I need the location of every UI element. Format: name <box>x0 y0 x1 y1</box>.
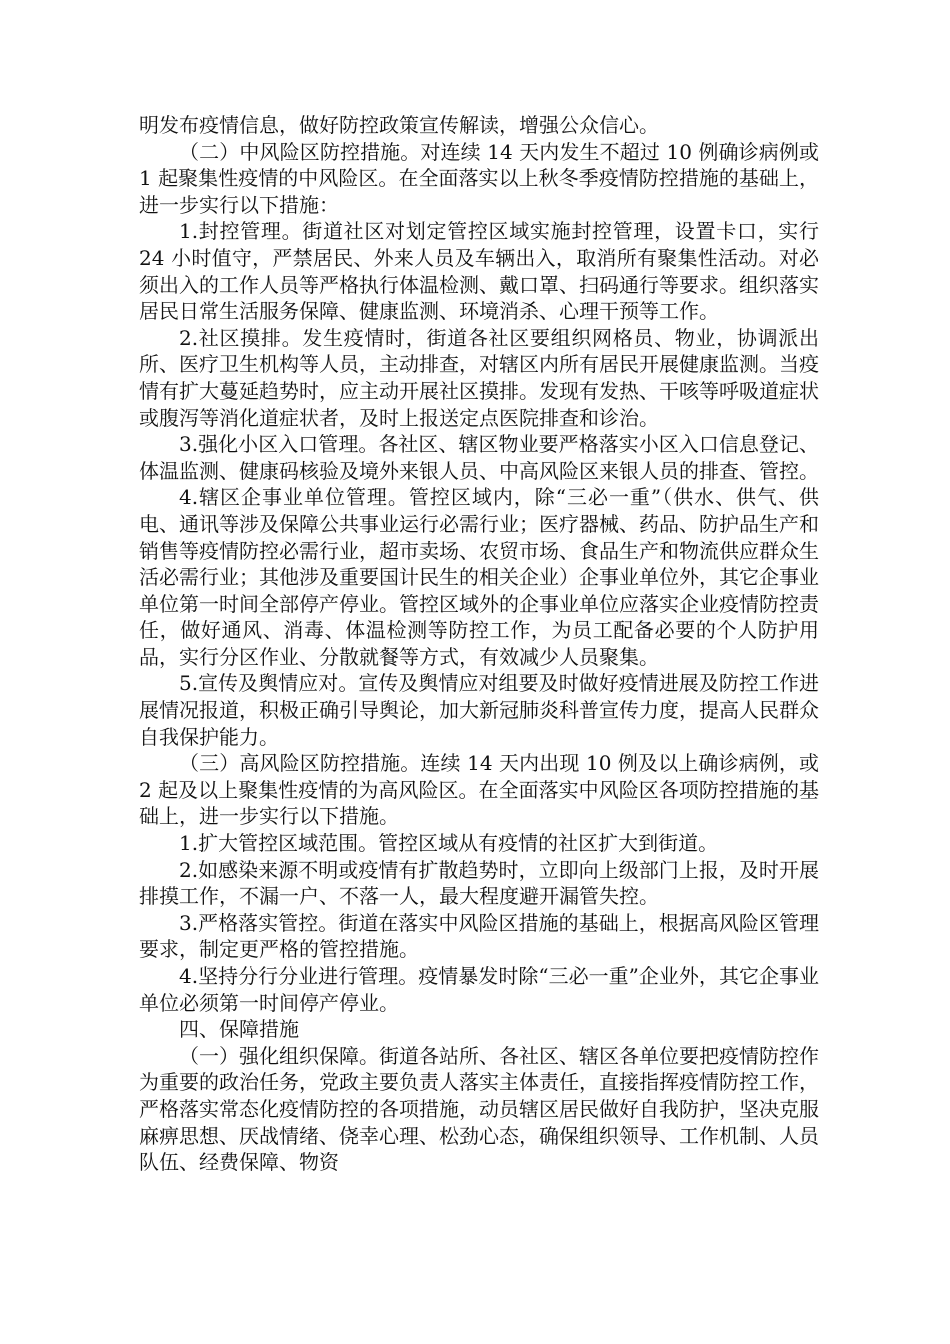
paragraph: 3.严格落实管控。街道在落实中风险区措施的基础上，根据高风险区管理要求，制定更严格的管控措施。 <box>139 910 819 962</box>
paragraph: 4.坚持分行分业进行管理。疫情暴发时除“三必一重”企业外，其它企事业单位必须第一时间停产停业。 <box>139 964 819 1015</box>
paragraph: 3.强化小区入口管理。各社区、辖区物业要严格落实小区入口信息登记、体温监测、健康码核验及境外来银人员、中高风险区来银人员的排查、管控。 <box>139 432 819 483</box>
paragraph: 5.宣传及舆情应对。宣传及舆情应对组要及时做好疫情进展及防控工作进展情况报道，积极正确引导舆论，加大新冠肺炎科普宣传力度，提高人民群众自我保护能力。 <box>139 671 819 749</box>
paragraph: （一）强化组织保障。街道各站所、各社区、辖区各单位要把疫情防控作为重要的政治任务，党政主要负责人落实主体责任，直接指挥疫情防控工作，严格落实常态化疫情防控的各项措施，动员辖区居民做好自我防护，坚决克服麻痹思想、厌战情绪、侥幸心理、松劲心态，确保组织领导、工作机制、人员队伍、经费保障、物资 <box>139 1043 819 1175</box>
document-body <box>139 112 819 1176</box>
paragraph: 4.辖区企事业单位管理。管控区域内，除“三必一重”（供水、供气、供电、通讯等涉及保障公共事业运行必需行业；医疗器械、药品、防护品生产和销售等疫情防控必需行业，超市卖场、农贸市场、食品生产和物流供应群众生活必需行业；其他涉及重要国计民生的相关企业）企事业单位外，其它企事业单位第一时间全部停产停业。管控区域外的企事业单位应落实企业疫情防控责任，做好通风、消毒、体温检测等防控工作，为员工配备必要的个人防护用品，实行分区作业、分散就餐等方式，有效减少人员聚集。 <box>139 485 819 669</box>
paragraph: 2.社区摸排。发生疫情时，街道各社区要组织网格员、物业，协调派出所、医疗卫生机构等人员，主动排查，对辖区内所有居民开展健康监测。当疫情有扩大蔓延趋势时，应主动开展社区摸排。发现有发热、干咳等呼吸道症状或腹泻等消化道症状者，及时上报送定点医院排查和诊治。 <box>139 325 819 430</box>
section-heading-safeguards: 四、保障措施 <box>179 1017 299 1042</box>
paragraph: 明发布疫情信息，做好防控政策宣传解读，增强公众信心。 <box>139 113 659 137</box>
section-heading-high-risk: （三）高风险区防控措施。连续 14 天内出现 10 例及以上确诊病例，或 2 起及以上聚集性疫情的为高风险区。在全面落实中风险区各项防控措施的基础上，进一步实行以下措施。 <box>139 751 819 829</box>
paragraph: 1.扩大管控区域范围。管控区域从有疫情的社区扩大到街道。 <box>179 831 719 856</box>
paragraph: 2.如感染来源不明或疫情有扩散趋势时，立即向上级部门上报，及时开展排摸工作，不漏一户、不落一人，最大程度避开漏管失控。 <box>139 857 819 909</box>
section-heading-medium-risk: （二）中风险区防控措施。对连续 14 天内发生不超过 10 例确诊病例或 1 起聚集性疫情的中风险区。在全面落实以上秋冬季疫情防控措施的基础上，进一步实行以下措施： <box>139 139 819 217</box>
paragraph: 1.封控管理。街道社区对划定管控区域实施封控管理，设置卡口，实行 24 小时值守，严禁居民、外来人员及车辆出入，取消所有聚集性活动。对必须出入的工作人员等严格执行体温检测、戴口罩、扫码通行等要求。组织落实居民日常生活服务保障、健康监测、环境消杀、心理干预等工作。 <box>139 219 819 324</box>
